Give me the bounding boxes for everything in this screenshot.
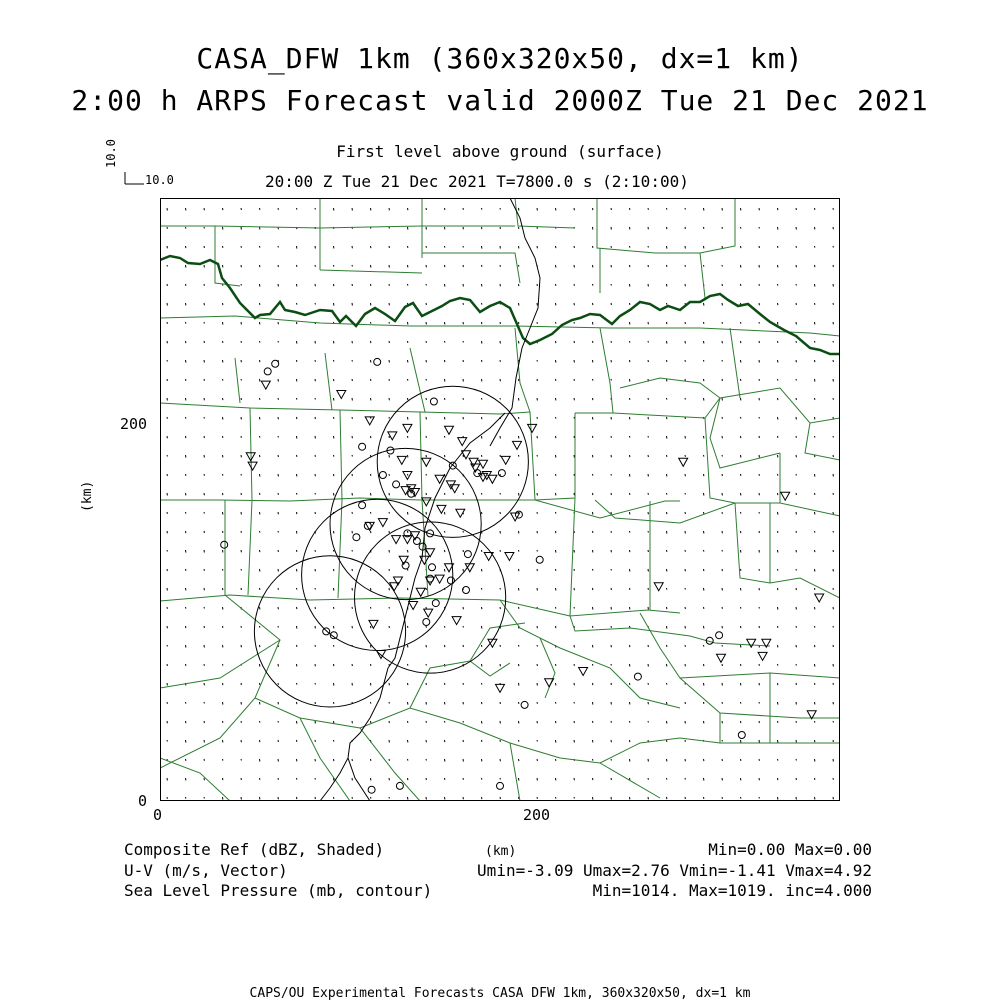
station-marker-circle	[396, 782, 403, 789]
station-marker-triangle	[501, 456, 510, 464]
level-subtitle: First level above ground (surface)	[336, 142, 664, 161]
station-marker-triangle	[528, 424, 537, 432]
surface-stations-triangle	[246, 381, 824, 719]
station-marker-triangle	[337, 391, 346, 399]
county-boundaries	[160, 198, 840, 801]
station-marker-circle	[498, 470, 505, 477]
station-marker-circle	[432, 600, 439, 607]
x-tick-label: 200	[523, 806, 551, 824]
station-marker-circle	[427, 575, 434, 582]
legend-wind-label: U-V (m/s, Vector)	[124, 860, 288, 880]
station-marker-circle	[393, 481, 400, 488]
station-marker-triangle	[416, 588, 425, 596]
station-marker-triangle	[781, 492, 790, 500]
station-marker-circle	[716, 632, 723, 639]
station-marker-circle	[738, 732, 745, 739]
station-marker-triangle	[261, 381, 270, 389]
forecast-map	[160, 198, 840, 801]
station-marker-circle	[402, 562, 409, 569]
footer-credit: CAPS/OU Experimental Forecasts CASA DFW 1km, 360x320x50, dx=1 km	[249, 986, 751, 1001]
station-marker-circle	[264, 368, 271, 375]
station-marker-triangle	[815, 594, 824, 602]
station-marker-circle	[379, 472, 386, 479]
reference-vector-u-label: 10.0	[145, 173, 174, 187]
station-marker-circle	[364, 522, 371, 529]
station-marker-circle	[430, 398, 437, 405]
y-tick-label: 0	[138, 792, 148, 810]
station-marker-triangle	[505, 553, 514, 561]
station-marker-triangle	[513, 441, 522, 449]
station-marker-triangle	[392, 536, 401, 544]
station-marker-triangle	[496, 684, 505, 692]
station-marker-triangle	[365, 417, 374, 425]
station-marker-triangle	[458, 438, 467, 446]
station-marker-circle	[464, 551, 471, 558]
station-marker-triangle	[758, 652, 767, 660]
station-marker-triangle	[469, 458, 478, 466]
valid-time-subtitle: 20:00 Z Tue 21 Dec 2021 T=7800.0 s (2:10:00)	[265, 172, 689, 191]
station-marker-triangle	[488, 475, 497, 483]
station-marker-circle	[368, 786, 375, 793]
station-marker-circle	[359, 502, 366, 509]
station-marker-circle	[429, 564, 436, 571]
station-marker-triangle	[445, 426, 454, 434]
station-marker-circle	[634, 673, 641, 680]
station-marker-triangle	[426, 549, 435, 557]
reference-vector-v-label: 10.0	[104, 139, 118, 168]
map-title-forecast: 2:00 h ARPS Forecast valid 2000Z Tue 21 Dec 2021	[71, 84, 929, 117]
station-marker-triangle	[409, 602, 418, 610]
station-marker-triangle	[452, 617, 461, 625]
station-marker-triangle	[747, 639, 756, 647]
station-marker-triangle	[378, 519, 387, 527]
station-marker-circle	[323, 628, 330, 635]
station-marker-circle	[447, 577, 454, 584]
station-marker-circle	[374, 358, 381, 365]
station-marker-circle	[521, 701, 528, 708]
station-marker-circle	[221, 541, 228, 548]
surface-stations-circle	[221, 358, 746, 793]
station-marker-circle	[359, 443, 366, 450]
station-marker-circle	[536, 556, 543, 563]
station-marker-circle	[449, 462, 456, 469]
station-marker-triangle	[422, 458, 431, 466]
station-marker-triangle	[654, 583, 663, 591]
legend-reflectivity-stats: Min=0.00 Max=0.00	[708, 840, 872, 859]
station-marker-triangle	[435, 575, 444, 583]
x-axis-label: (km)	[485, 844, 517, 859]
station-marker-triangle	[248, 462, 257, 470]
station-marker-circle	[353, 534, 360, 541]
legend-labels	[124, 840, 432, 902]
y-tick-label: 200	[120, 415, 148, 433]
station-marker-triangle	[422, 498, 431, 506]
state-border-red-river	[160, 256, 840, 354]
station-marker-circle	[413, 538, 420, 545]
station-marker-triangle	[679, 458, 688, 466]
legend-pressure-label: Sea Level Pressure (mb, contour)	[124, 881, 433, 900]
station-marker-triangle	[717, 654, 726, 662]
legend-reflectivity-label: Composite Ref (dBZ, Shaded)	[124, 840, 385, 859]
y-axis-label: (km)	[80, 480, 95, 512]
map-title: CASA_DFW 1km (360x320x50, dx=1 km)	[196, 42, 804, 75]
legend-stats	[420, 840, 872, 902]
station-marker-triangle	[579, 668, 588, 676]
station-marker-circle	[497, 782, 504, 789]
station-marker-circle	[423, 619, 430, 626]
legend-wind-stats: Umin=-3.09 Umax=2.76 Vmin=-1.41 Vmax=4.92	[477, 860, 872, 880]
station-marker-circle	[272, 360, 279, 367]
station-marker-circle	[463, 587, 470, 594]
station-marker-triangle	[403, 424, 412, 432]
station-marker-triangle	[424, 609, 433, 617]
station-marker-triangle	[397, 456, 406, 464]
station-marker-triangle	[471, 464, 480, 472]
station-marker-triangle	[388, 432, 397, 440]
legend-pressure-stats: Min=1014. Max=1019. inc=4.000	[592, 881, 872, 900]
x-tick-label: 0	[153, 806, 163, 824]
pressure-contours	[254, 386, 528, 707]
